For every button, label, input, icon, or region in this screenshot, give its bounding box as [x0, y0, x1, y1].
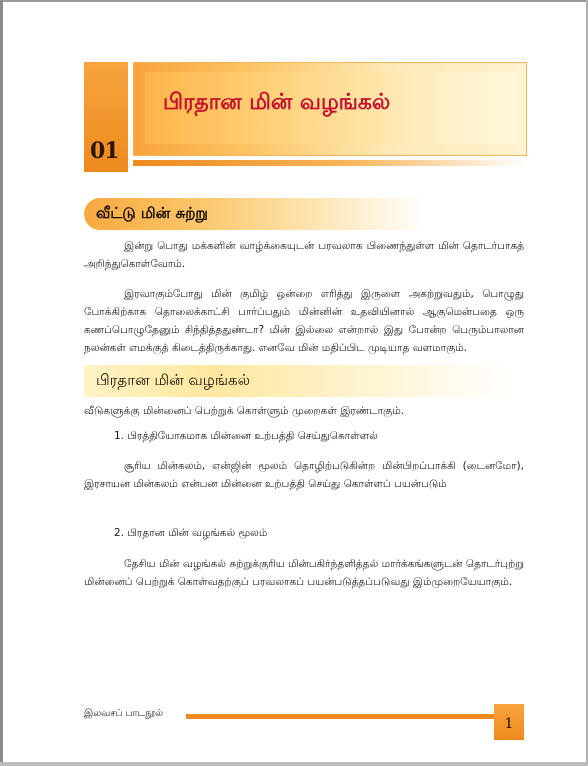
paragraph-electricity-uses-text: இரவாகும்போது மின் குமிழ் ஒன்றை எரித்து இருளை அகற்றுவதும், பொழுது போக்கிற்காக தொலைக்காட்சி பார்ப்பதும் மின்னின் உதவியினால் ஆகுமென்பதை ஒரு கணப்பொழுதேனும் சிந்தித்ததுண்டா? மின் இல்லை என்றால் இது போன்ற பெரும்பாலான நலன்கள் எமக்குத் கிடைத்திருக்காது. எனவே மின் மதிப்பிட முடியாத வளமாகும்.: [84, 288, 524, 354]
paragraph-item-2: [84, 555, 524, 591]
chapter-number: 01: [90, 138, 119, 164]
section-heading-2: பிரதான மின் வழங்கல்: [96, 371, 251, 389]
paragraph-item-2-text: தேசிய மின் வழங்கல் சுற்றுக்குரிய மின்பகிர்ந்தளித்தல் மார்க்கங்களுடன் தொடர்புற்று மின்னைப் பெற்றுக் கொள்வதற்குப் பரவலாகப் பயன்படுத்தப்படுவது இம்முறையேயாகும்.: [84, 558, 524, 588]
chapter-title-underline: [133, 160, 525, 166]
footer-book-title: இலவசப் பாடநூல்: [84, 708, 164, 719]
page-border-top: [0, 0, 588, 2]
paragraph-item-1: [84, 457, 524, 493]
page-border-left: [0, 0, 3, 766]
footer-rule: [186, 714, 494, 719]
paragraph-methods-intro: வீடுகளுக்கு மின்னைப் பெற்றுக் கொள்ளும் முறைகள் இரண்டாகும்.: [84, 405, 405, 417]
chapter-title: பிரதான மின் வழங்கல்: [163, 90, 391, 115]
list-item-2: 2. பிரதான மின் வழங்கல் மூலம்: [114, 527, 268, 539]
paragraph-item-1-text: சூரிய மின்கலம், என்ஜின் மூலம் தொழிற்படுகின்ற மின்பிறப்பாக்கி (டைனமோ), இரசாயன மின்கலம் என்பன மின்னை உற்பத்தி செய்து கொள்ளப் பயன்படும்: [84, 460, 524, 490]
paragraph-intro: [84, 237, 524, 273]
list-item-1: 1. பிரத்தியோகமாக மின்னை உற்பத்தி செய்துகொள்ளல்: [114, 430, 378, 442]
paragraph-intro-text: இன்று பொது மக்களின் வாழ்க்கையுடன் பரவலாக பிணைந்துள்ள மின் தொடர்பாகத் அறிந்துகொள்வோம்.: [84, 240, 524, 270]
page-number: 1: [504, 716, 514, 732]
section-heading-1: வீட்டு மின் சுற்று: [96, 204, 208, 222]
paragraph-electricity-uses: [84, 285, 524, 357]
page-border-bottom: [0, 762, 588, 766]
